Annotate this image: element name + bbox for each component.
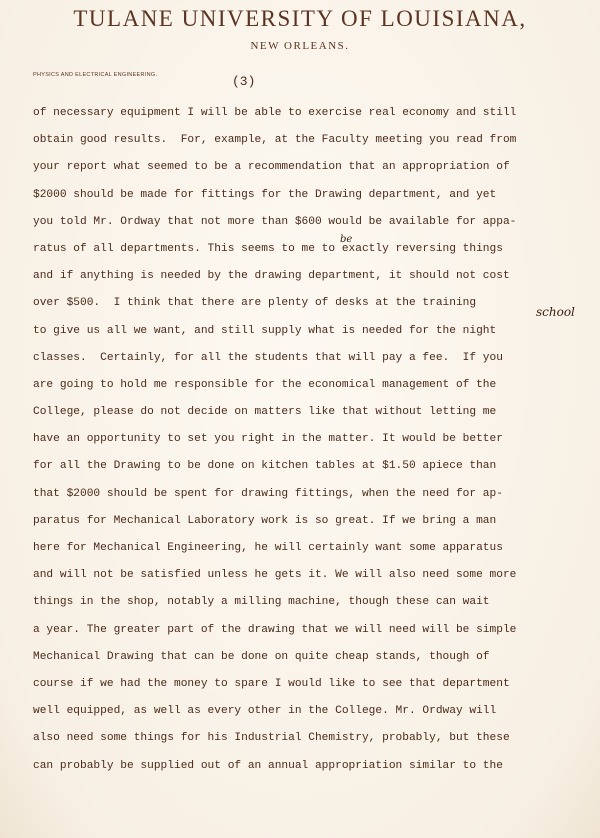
text-line: course if we had the money to spare I would like to see that department — [33, 677, 510, 690]
text-line: classes. Certainly, for all the students that will pay a fee. If you — [33, 351, 503, 364]
text-line: to give us all we want, and still supply what is needed for the night — [33, 324, 497, 337]
text-line: $2000 should be made for fittings for the Drawing department, and yet — [33, 188, 497, 201]
text-line: can probably be supplied out of an annual appropriation similar to the — [33, 759, 503, 772]
handwritten-insertion-school: school — [536, 305, 575, 319]
text-line: are going to hold me responsible for the economical management of the — [33, 378, 497, 391]
text-line: ratus of all departments. This seems to me to exactly reversing things — [33, 242, 503, 255]
page-number: (3) — [232, 74, 256, 89]
text-line: of necessary equipment I will be able to exercise real economy and still — [33, 107, 517, 119]
text-line: and if anything is needed by the drawing department, it should not cost — [33, 270, 510, 283]
text-line: also need some things for his Industrial Chemistry, probably, but these — [33, 732, 510, 745]
text-line: Mechanical Drawing that can be done on quite cheap stands, though of — [33, 650, 490, 663]
text-line: for all the Drawing to be done on kitchen tables at $1.50 apiece than — [33, 460, 497, 473]
text-line: your report what seemed to be a recommendation that an appropriation of — [33, 161, 510, 174]
letterhead-title: TULANE UNIVERSITY OF LOUISIANA, — [73, 6, 527, 31]
text-line: you told Mr. Ordway that not more than $600 would be available for appa- — [33, 215, 517, 228]
handwritten-insertion-be: be — [340, 234, 353, 245]
text-line: here for Mechanical Engineering, he will certainly want some apparatus — [33, 542, 503, 554]
text-line: have an opportunity to set you right in the matter. It would be better — [33, 433, 503, 446]
text-line: and will not be satisfied unless he gets it. We will also need some more — [33, 569, 517, 582]
letter-body — [33, 100, 593, 780]
text-line: paratus for Mechanical Laboratory work is so great. If we bring a man — [33, 514, 497, 527]
text-line: that $2000 should be spent for drawing fittings, when the need for ap- — [33, 487, 503, 500]
text-line: over $500. I think that there are plenty of desks at the training — [33, 297, 477, 310]
text-line: a year. The greater part of the drawing that we will need will be simple — [33, 623, 517, 636]
department-heading: PHYSICS AND ELECTRICAL ENGINEERING. — [33, 72, 158, 78]
text-line: things in the shop, notably a milling machine, though these can wait — [33, 596, 490, 609]
text-line: well equipped, as well as every other in the College. Mr. Ordway will — [33, 705, 497, 718]
text-line: obtain good results. For, example, at the Faculty meeting you read from — [33, 134, 517, 147]
text-line: College, please do not decide on matters like that without letting me — [33, 406, 497, 419]
letterhead-subtitle: NEW ORLEANS. — [250, 40, 350, 52]
